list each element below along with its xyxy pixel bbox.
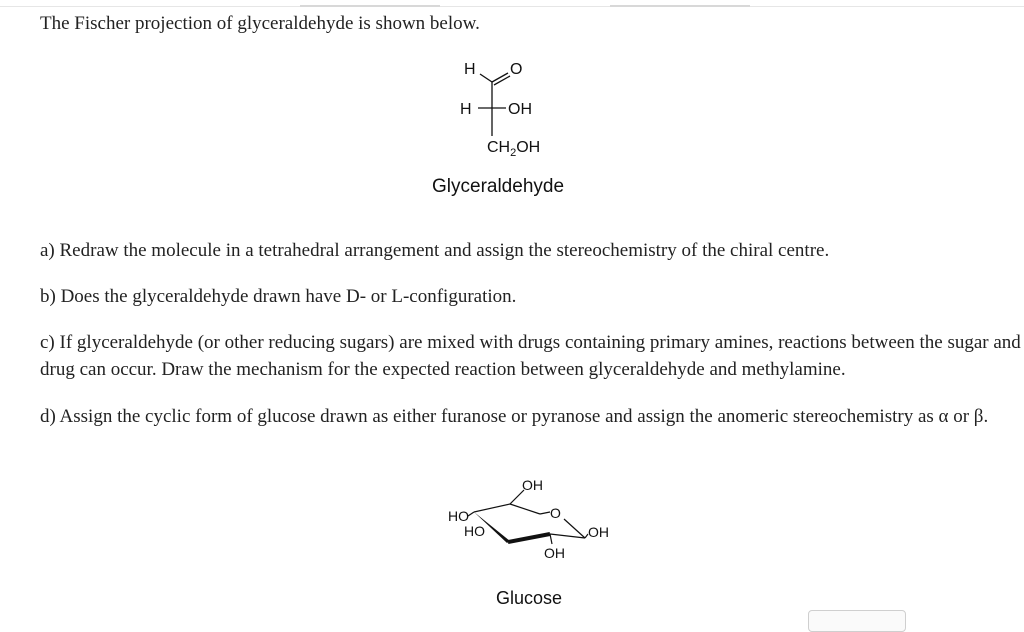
corner-button[interactable]: [808, 610, 906, 632]
glucose-ring-o: O: [550, 505, 561, 521]
atom-o-top: O: [510, 61, 523, 78]
atom-ch2oh: $CH_2OH$: [487, 139, 541, 159]
glyceraldehyde-caption: Glyceraldehyde: [432, 176, 565, 197]
ring-bond: [474, 504, 510, 512]
question-b: b) Does the glyceraldehyde drawn have D- or L-configuration.: [40, 286, 517, 307]
question-d: d) Assign the cyclic form of glucose drawn as either furanose or pyranose and assign the anomeric stereochemistry as α or β.: [40, 406, 989, 427]
ring-bond: [510, 504, 540, 514]
top-tab-indicator: [610, 5, 750, 7]
bond-co: [492, 73, 508, 82]
bond-co-double: [494, 76, 510, 85]
atom-oh-right: OH: [508, 101, 532, 118]
glucose-oh-bottom: OH: [544, 545, 565, 561]
ring-bond: [540, 512, 550, 514]
intro-text: The Fischer projection of glyceraldehyde is shown below.: [40, 13, 480, 34]
atom-h-top: H: [464, 61, 476, 78]
sub-bond: [550, 534, 552, 544]
glucose-ho-lower: HO: [464, 523, 485, 539]
glucose-ho-upper: HO: [448, 508, 469, 524]
glucose-caption: Glucose: [496, 588, 563, 608]
question-a: a) Redraw the molecule in a tetrahedral arrangement and assign the stereochemistry of the chiral centre.: [40, 240, 830, 261]
glucose-oh-right: OH: [588, 524, 609, 540]
top-tab-indicator: [300, 5, 440, 7]
ring-bond: [564, 519, 585, 538]
fischer-projection: [440, 52, 580, 162]
atom-h-left: H: [460, 101, 472, 118]
question-c: c) If glyceraldehyde (or other reducing sugars) are mixed with drugs containing primary amines, reactions between the sugar and drug can occur. Draw the mechanism for the expected reaction between glyceraldehyde and methylamine.: [40, 332, 1021, 380]
bond-ch: [480, 74, 492, 82]
top-divider: [0, 6, 1024, 7]
glucose-oh-top: OH: [522, 477, 543, 493]
ring-front-bold: [508, 534, 550, 542]
ring-bond: [550, 534, 585, 538]
glucose-structure: [440, 474, 620, 570]
